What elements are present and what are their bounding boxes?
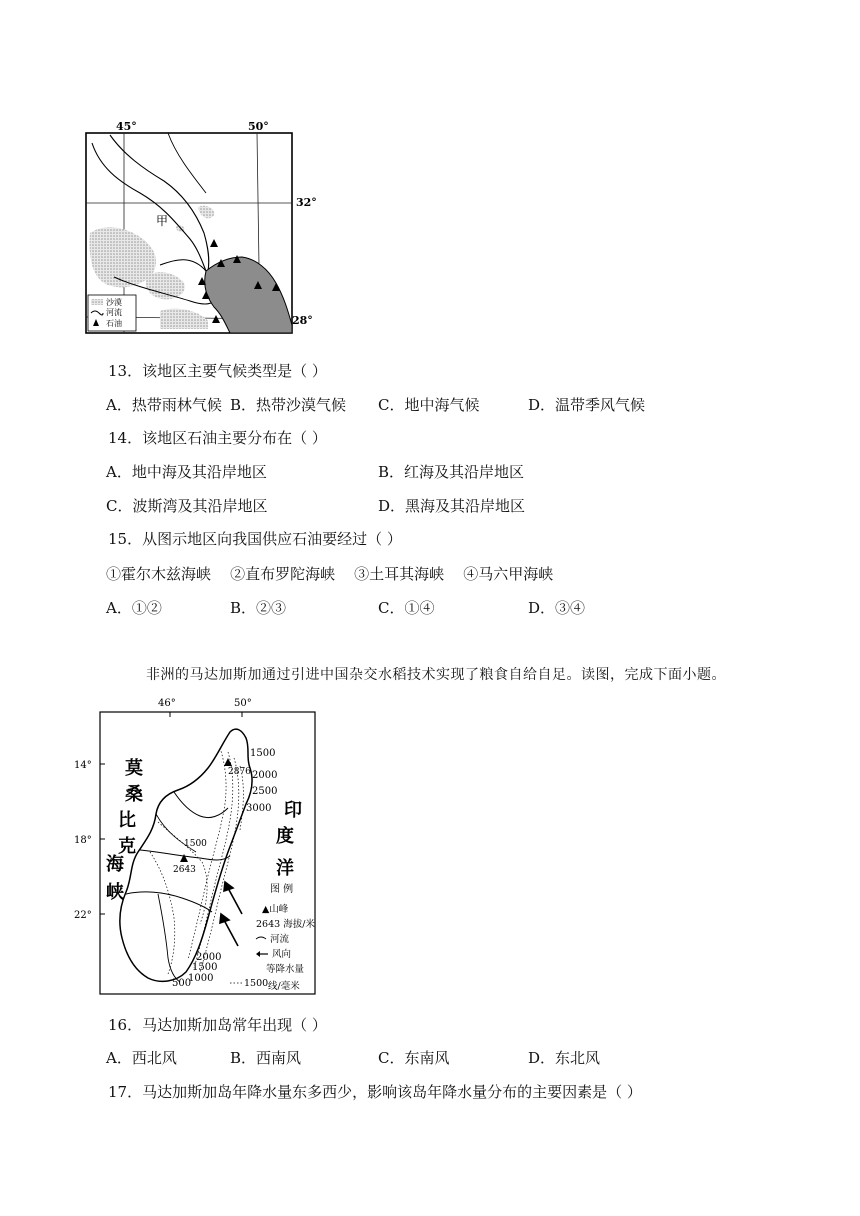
q16-option-c[interactable]: C．东南风 <box>378 1049 450 1067</box>
map1-legend <box>88 295 136 331</box>
isohyet-label: 2500 <box>252 786 278 797</box>
q15-items: ①霍尔木兹海峡 ②直布罗陀海峡 ③土耳其海峡 ④马六甲海峡 <box>106 565 554 583</box>
lon-label: 50° <box>248 120 269 133</box>
isohyet-label-center: 1500 <box>184 839 207 849</box>
legend-desert: 沙漠 <box>106 298 122 307</box>
isohyet-label: 2000 <box>252 770 278 781</box>
ocean-label-char: 洋 <box>276 858 294 879</box>
strait-label-char: 海 <box>106 854 124 875</box>
q16-option-b[interactable]: B．西南风 <box>230 1049 302 1067</box>
map-persian-gulf <box>80 115 320 340</box>
legend-wind: 风向 <box>272 949 292 960</box>
legend-peak: ▲山峰 <box>262 904 289 915</box>
q15-stem: 15．从图示地区向我国供应石油要经过（ ） <box>108 530 402 548</box>
ocean-label-char: 印 <box>284 800 302 821</box>
map-madagascar <box>70 692 330 1008</box>
q13-option-c[interactable]: C．地中海气候 <box>378 396 480 414</box>
strait-label-char: 比 <box>118 810 136 831</box>
legend-river: 河流 <box>106 308 122 317</box>
legend-isohyet-2: 线/毫米 <box>268 981 300 992</box>
isohyet-label: 3000 <box>246 803 272 814</box>
q14-option-c[interactable]: C．波斯湾及其沿岸地区 <box>106 497 268 515</box>
ocean-label-char: 度 <box>276 826 294 847</box>
q13-option-a[interactable]: A．热带雨林气候 <box>106 396 222 414</box>
q13-stem: 13．该地区主要气候类型是（ ） <box>108 362 327 380</box>
q16-option-d[interactable]: D．东北风 <box>528 1049 601 1067</box>
peak-elevation-2876: 2876 <box>228 767 251 777</box>
q15-option-d[interactable]: D．③④ <box>528 599 586 617</box>
legend-oil: 石油 <box>106 319 122 328</box>
strait-label-char: 莫 <box>125 758 143 779</box>
strait-label-char: 桑 <box>125 784 143 805</box>
lat-label: 32° <box>296 196 317 209</box>
legend-peak-elev: 2643 海拔/米 <box>256 919 315 930</box>
lon-label: 50° <box>234 698 252 709</box>
strait-label-char: 峡 <box>106 882 124 903</box>
q16-stem: 16．马达加斯加岛常年出现（ ） <box>108 1016 327 1034</box>
q16-option-a[interactable]: A．西北风 <box>106 1049 177 1067</box>
region-label-jia: 甲 <box>156 214 169 228</box>
q14-option-a[interactable]: A．地中海及其沿岸地区 <box>106 463 267 481</box>
lon-label: 46° <box>158 698 176 709</box>
legend-desert-swatch <box>91 299 103 305</box>
legend-river: 河流 <box>270 934 290 945</box>
passage-intro: 非洲的马达加斯加通过引进中国杂交水稻技术实现了粮食自给自足。读图，完成下面小题。 <box>146 667 726 683</box>
q15-option-b[interactable]: B．②③ <box>230 599 287 617</box>
lat-label: 22° <box>74 910 92 921</box>
isohyet-label: 1500 <box>192 962 218 973</box>
isohyet-label: 1000 <box>188 973 214 984</box>
q17-stem: 17．马达加斯加岛年降水量东多西少，影响该岛年降水量分布的主要因素是（ ） <box>108 1083 642 1101</box>
isohyet-label: 1500 <box>250 748 276 759</box>
legend-isohyet-value: 1500 <box>244 978 269 989</box>
q14-option-b[interactable]: B．红海及其沿岸地区 <box>378 463 525 481</box>
legend-title: 图 例 <box>270 884 294 895</box>
q15-option-a[interactable]: A．①② <box>106 599 162 617</box>
lon-label: 45° <box>116 120 137 133</box>
isohyet-label: 500 <box>172 978 192 989</box>
lat-label: 28° <box>292 314 313 327</box>
q15-option-c[interactable]: C．①④ <box>378 599 435 617</box>
lat-label: 18° <box>74 835 92 846</box>
q13-option-b[interactable]: B．热带沙漠气候 <box>230 396 347 414</box>
legend-isohyet-1: 等降水量 <box>266 964 305 975</box>
strait-label-char: 克 <box>118 836 136 857</box>
peak-elevation-2643: 2643 <box>173 865 196 875</box>
q14-option-d[interactable]: D．黑海及其沿岸地区 <box>378 497 526 515</box>
lat-label: 14° <box>74 760 92 771</box>
isohyet-label: 2000 <box>196 952 222 963</box>
q14-stem: 14．该地区石油主要分布在（ ） <box>108 429 327 447</box>
q13-option-d[interactable]: D．温带季风气候 <box>528 396 646 414</box>
